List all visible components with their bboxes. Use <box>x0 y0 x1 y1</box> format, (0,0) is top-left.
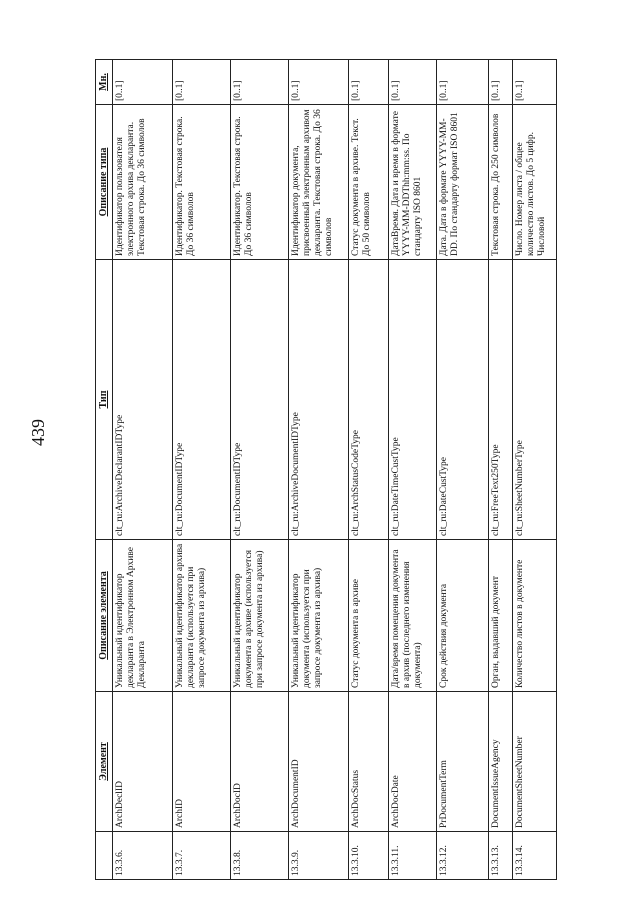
table-row <box>288 60 348 880</box>
row-desc: Дата/время помещения документа в архив (последнего изменения документа) <box>388 540 436 692</box>
row-desc: Количество листов в документе <box>512 540 556 692</box>
elements-table <box>95 59 557 880</box>
header-type: Тип <box>96 260 113 540</box>
row-element: ArchDocID <box>230 692 288 832</box>
table-row <box>348 60 388 880</box>
row-mn: [0..1] <box>112 60 172 105</box>
row-num: 13.3.13. <box>488 832 512 880</box>
table-row <box>488 60 512 880</box>
row-mn: [0..1] <box>348 60 388 105</box>
row-desc: Уникальный идентификатор декларанта в Электронном Архиве Декларанта <box>112 540 172 692</box>
row-mn: [0..1] <box>488 60 512 105</box>
table-row <box>388 60 436 880</box>
row-type-desc: Идентификатор документа, присвоенный электронным архивом декларанта. Текстовая строка. До 36 символов <box>288 105 348 260</box>
row-type-desc: Число. Номер листа / общее количество листов. До 5 цифр. Числовой <box>512 105 556 260</box>
row-type: clt_ru:ArchiveDocumentIDType <box>288 260 348 540</box>
table-row <box>172 60 230 880</box>
row-type-desc: Идентификатор. Текстовая строка. До 36 символов <box>230 105 288 260</box>
row-desc: Срок действия документа <box>436 540 488 692</box>
row-type-desc: Текстовая строка. До 250 символов <box>488 105 512 260</box>
row-num: 13.3.8. <box>230 832 288 880</box>
row-desc: Статус документа в архиве <box>348 540 388 692</box>
row-type: clt_ru:SheetNumberType <box>512 260 556 540</box>
row-type: clt_ru:ArchiveDeclarantIDType <box>112 260 172 540</box>
row-element: ArchDocumentID <box>288 692 348 832</box>
row-element: DocumentIssueAgency <box>488 692 512 832</box>
header-mn: Мн. <box>96 60 113 105</box>
row-element: ArchDeclID <box>112 692 172 832</box>
header-type-desc: Описание типа <box>96 105 113 260</box>
row-type: clt_ru:DocumentIDType <box>230 260 288 540</box>
row-mn: [0..1] <box>230 60 288 105</box>
row-type: clt_ru:DateCustType <box>436 260 488 540</box>
row-num: 13.3.9. <box>288 832 348 880</box>
table-header-row <box>96 60 113 880</box>
row-type-desc: Идентификатор пользователя электронного архива декларанта. Текстовая строка. До 36 символов <box>112 105 172 260</box>
row-type: clt_ru:DocumentIDType <box>172 260 230 540</box>
row-element: DocumentSheetNumber <box>512 692 556 832</box>
row-element: ArchDocDate <box>388 692 436 832</box>
row-mn: [0..1] <box>288 60 348 105</box>
table-row <box>230 60 288 880</box>
row-element: PrDocumentTerm <box>436 692 488 832</box>
row-type: clt_ru:DateTimeCustType <box>388 260 436 540</box>
row-mn: [0..1] <box>388 60 436 105</box>
row-type-desc: Статус документа в архиве. Текст. До 50 символов <box>348 105 388 260</box>
table-row <box>112 60 172 880</box>
header-element: Элемент <box>96 692 113 832</box>
row-num: 13.3.14. <box>512 832 556 880</box>
row-num: 13.3.10. <box>348 832 388 880</box>
table-row <box>436 60 488 880</box>
row-desc: Уникальный идентификатор документа (используется при запросе документа из архива) <box>288 540 348 692</box>
row-desc: Уникальный идентификатор архива декларанта (используется при запросе документа из архива) <box>172 540 230 692</box>
row-type: clt_ru:FreeText250Type <box>488 260 512 540</box>
row-num: 13.3.6. <box>112 832 172 880</box>
table-row <box>512 60 556 880</box>
row-mn: [0..1] <box>512 60 556 105</box>
row-type-desc: ДатаВремя. Дата и время в формате YYYY-MM-DDThh:mm:ss. По стандарту ISO 8601 <box>388 105 436 260</box>
row-mn: [0..1] <box>172 60 230 105</box>
row-type-desc: Дата. Дата в формате YYYY-MM-DD. По стандарту формат ISO 8601 <box>436 105 488 260</box>
row-desc: Уникальный идентификатор документа в архиве (используется при запросе документа из архива) <box>230 540 288 692</box>
header-element-desc: Описание элемента <box>96 540 113 692</box>
row-desc: Орган, выдавший документ <box>488 540 512 692</box>
row-type-desc: Идентификатор. Текстовая строка. До 36 символов <box>172 105 230 260</box>
rotated-table-container <box>95 60 548 880</box>
row-num: 13.3.7. <box>172 832 230 880</box>
row-type: clt_ru:ArchStatusCodeType <box>348 260 388 540</box>
row-num: 13.3.11. <box>388 832 436 880</box>
row-num: 13.3.12. <box>436 832 488 880</box>
row-element: ArchID <box>172 692 230 832</box>
header-num <box>96 832 113 880</box>
row-mn: [0..1] <box>436 60 488 105</box>
row-element: ArchDocStatus <box>348 692 388 832</box>
page-number: 439 <box>28 419 48 446</box>
